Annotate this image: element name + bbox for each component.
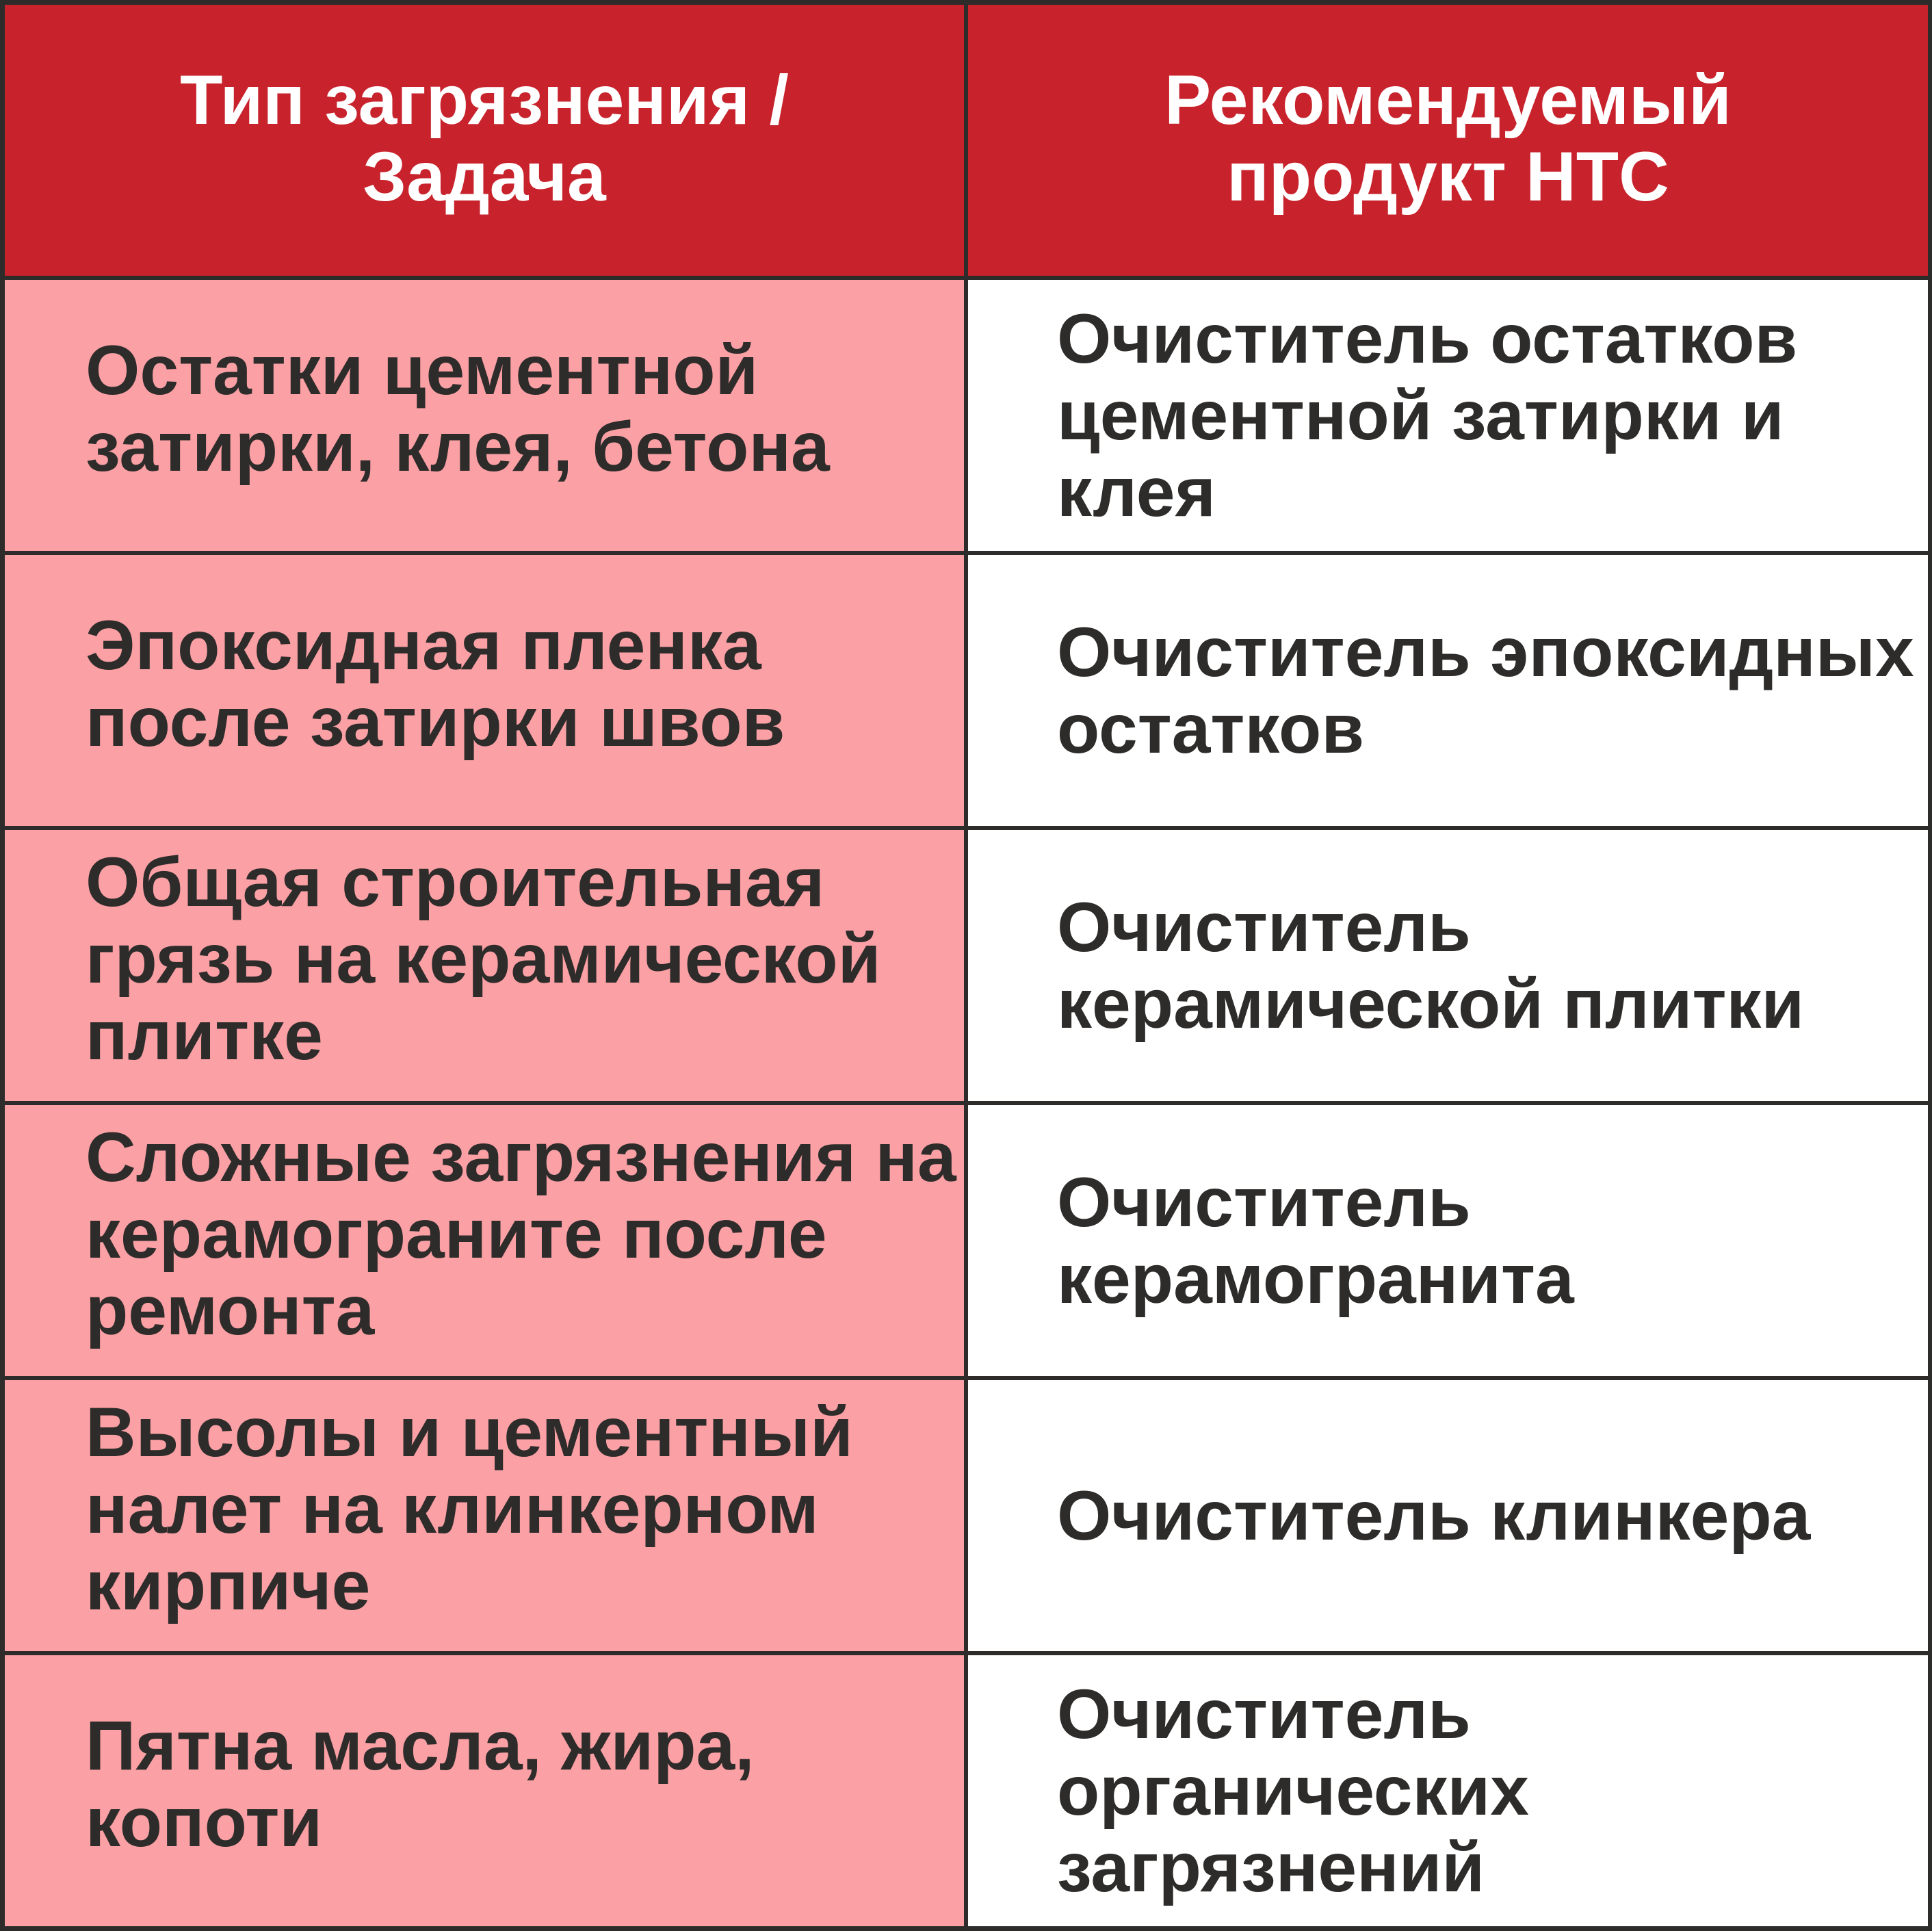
- table-row-5-product: [968, 1380, 1928, 1651]
- product-line: Очиститель: [1057, 888, 1471, 966]
- task-line: после затирки швов: [86, 683, 785, 761]
- table-row-6-task: [5, 1655, 964, 1926]
- product-line: Очиститель эпоксидных: [1057, 613, 1914, 691]
- task-line: налет на клинкерном: [86, 1470, 819, 1548]
- header-product-line: продукт НТС: [1227, 138, 1669, 216]
- task-line: Сложные загрязнения на: [86, 1118, 956, 1196]
- task-line: затирки, клея, бетона: [86, 408, 830, 486]
- product-line: органических: [1057, 1752, 1529, 1830]
- task-line: копоти: [86, 1783, 323, 1861]
- product-line: Очиститель остатков: [1057, 300, 1798, 378]
- table-row-1-task: [5, 280, 964, 551]
- task-line: ремонта: [86, 1271, 375, 1349]
- product-line: Очиститель: [1057, 1163, 1471, 1241]
- task-line: Высолы и цементный: [86, 1393, 853, 1471]
- table-row-4-task: [5, 1105, 964, 1376]
- header-product-line: Рекомендуемый: [1164, 61, 1732, 139]
- table-row-2-task: [5, 555, 964, 826]
- header-task-line: Задача: [363, 138, 606, 216]
- product-line: Очиститель: [1057, 1675, 1471, 1753]
- table-row-5-task: [5, 1380, 964, 1651]
- product-line: загрязнений: [1057, 1828, 1485, 1906]
- task-line: Пятна масла, жира,: [86, 1707, 755, 1785]
- header-cell-task: [5, 5, 964, 276]
- product-line: керамогранита: [1057, 1240, 1574, 1318]
- table-row-6-product: [968, 1655, 1928, 1926]
- product-line: цементной затирки и: [1057, 376, 1784, 454]
- task-line: Остатки цементной: [86, 331, 759, 409]
- task-line: керамограните после: [86, 1195, 827, 1273]
- header-task-line: Тип загрязнения /: [180, 61, 789, 139]
- table-row-3-product: [968, 830, 1928, 1101]
- task-line: грязь на керамической: [86, 920, 881, 998]
- task-line: плитке: [86, 996, 323, 1074]
- task-line: кирпиче: [86, 1546, 371, 1624]
- task-line: Эпоксидная пленка: [86, 606, 761, 684]
- table-row-4-product: [968, 1105, 1928, 1376]
- product-line: клея: [1057, 453, 1216, 531]
- task-line: Общая строительная: [86, 843, 825, 921]
- header-cell-product: [968, 5, 1928, 276]
- table-row-1-product: [968, 280, 1928, 551]
- product-line: керамической плитки: [1057, 965, 1805, 1043]
- table-row-2-product: [968, 555, 1928, 826]
- product-line: Очиститель клинкера: [1057, 1477, 1811, 1555]
- table-row-3-task: [5, 830, 964, 1101]
- product-line: остатков: [1057, 690, 1365, 768]
